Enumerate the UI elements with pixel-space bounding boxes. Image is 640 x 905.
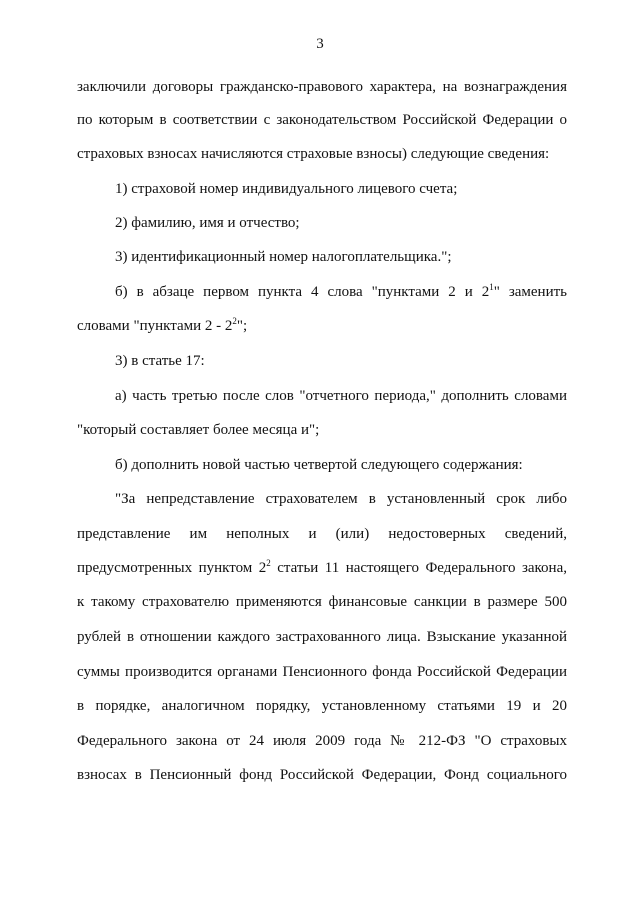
text-line: страховых взносах начисляются страховые взносы) следующие сведения: <box>77 146 550 162</box>
text-fragment: словами "пунктами 2 - 2 <box>77 318 233 334</box>
superscript: 2 <box>232 316 237 326</box>
superscript: 1 <box>489 282 494 292</box>
text-line: заключили договоры гражданско-правового характера, на вознаграждения <box>77 79 567 95</box>
text-line: представление им неполных и (или) недостоверных сведений, <box>77 526 567 542</box>
text-fragment: "; <box>236 318 248 334</box>
text-line: к такому страхователю применяются финансовые санкции в размере 500 <box>77 594 567 610</box>
text-fragment: предусмотренных пунктом 2 <box>77 560 267 576</box>
text-line: "который составляет более месяца и"; <box>77 422 320 438</box>
superscript: 2 <box>266 558 271 568</box>
text-line: а) часть третью после слов "отчетного периода," дополнить словами <box>115 388 567 404</box>
list-item: 3) идентификационный номер налогоплательщика."; <box>115 249 452 265</box>
text-line: по которым в соответствии с законодательством Российской Федерации о <box>77 112 567 128</box>
text-fragment: б) в абзаце первом пункта 4 слова "пунктами 2 и 2 <box>115 284 490 300</box>
list-item: 1) страховой номер индивидуального лицевого счета; <box>115 181 458 197</box>
list-item: б) дополнить новой частью четвертой следующего содержания: <box>115 457 523 473</box>
text-fragment: статьи 11 настоящего Федерального закона, <box>270 560 567 576</box>
text-fragment: " заменить <box>493 284 568 300</box>
text-line: Федерального закона от 24 июля 2009 года № 212-ФЗ "О страховых <box>77 733 567 749</box>
text-line: взносах в Пенсионный фонд Российской Федерации, Фонд социального <box>77 767 567 783</box>
text-line: "За непредставление страхователем в установленный срок либо <box>115 491 567 507</box>
list-item: 2) фамилию, имя и отчество; <box>115 215 300 231</box>
list-item: 3) в статье 17: <box>115 353 205 369</box>
text-line: рублей в отношении каждого застрахованного лица. Взыскание указанной <box>77 629 567 645</box>
text-line <box>77 316 247 336</box>
text-line: суммы производится органами Пенсионного фонда Российской Федерации <box>77 664 567 680</box>
text-line <box>77 558 567 578</box>
text-line: в порядке, аналогичном порядку, установленному статьями 19 и 20 <box>77 698 567 714</box>
page-number: 3 <box>316 36 324 52</box>
text-line <box>115 282 567 302</box>
